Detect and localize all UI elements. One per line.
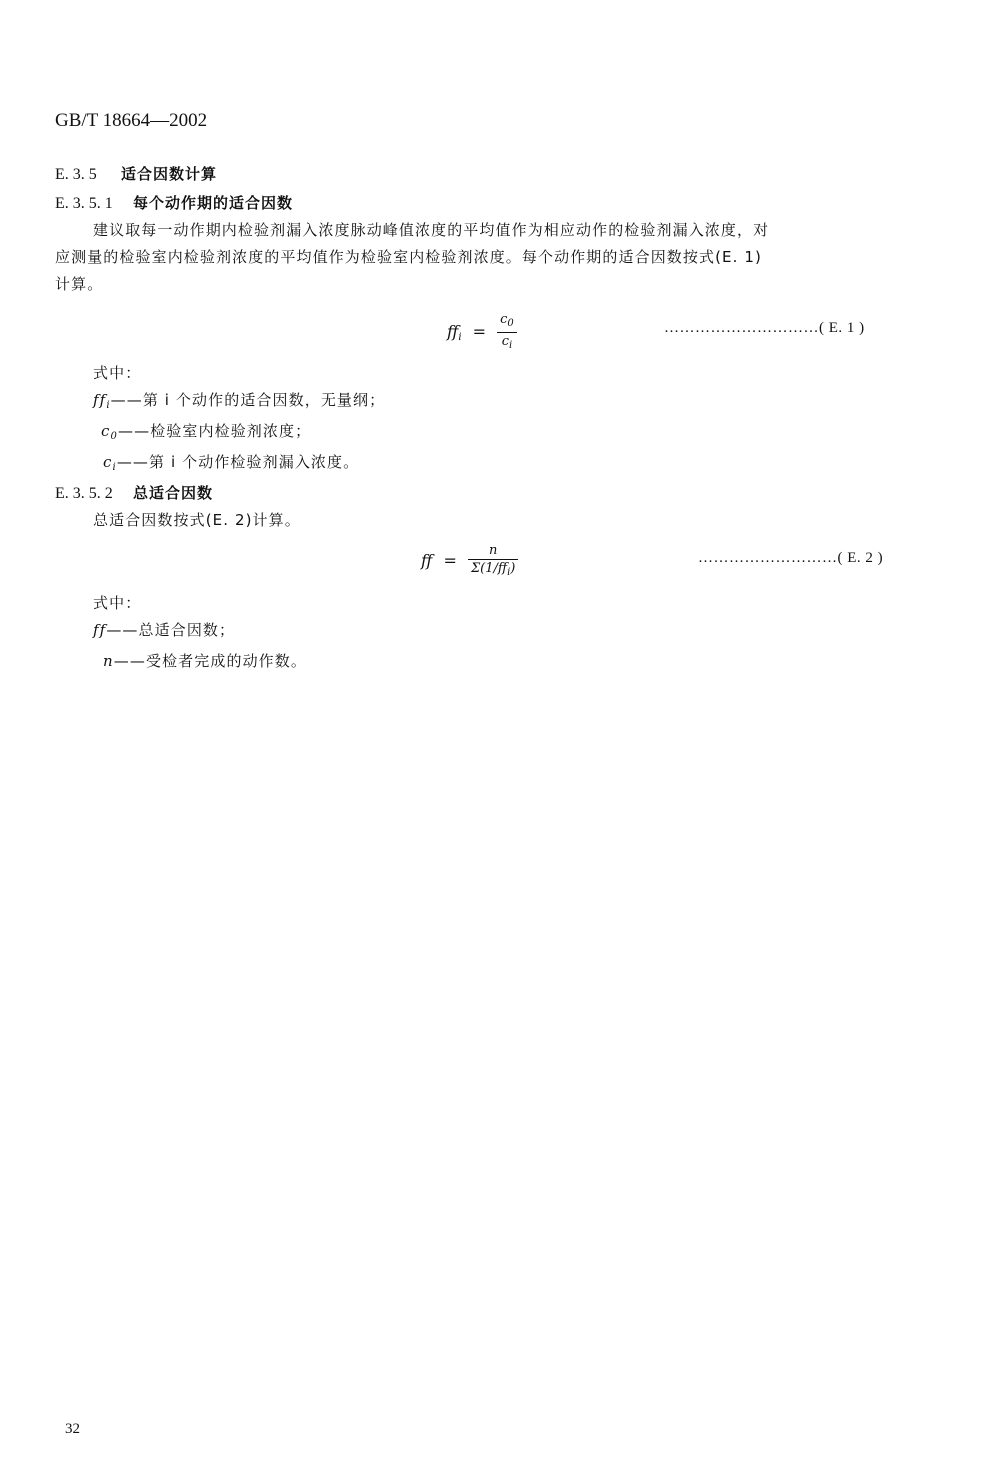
standard-number: GB/T 18664—2002 [55,110,208,131]
dot-leader: ………………………… [664,320,819,336]
equation-lhs-subscript: i [458,332,462,343]
equation-number-e2 [698,550,883,567]
equation-label: ( E. 2 ) [837,550,884,566]
equals-sign: = [443,551,457,570]
equation-label: ( E. 1 ) [819,320,865,336]
equation-e1 [447,312,517,353]
variable-symbol: ff [93,621,107,639]
variable-definition [93,387,385,419]
variable-symbol: n [103,652,114,670]
where-label: 式中： [93,594,142,612]
paragraph-line: 计算。 [55,275,104,293]
equals-sign: = [472,322,487,341]
section-heading-e35 [55,163,217,184]
definition-dash: —— [113,652,146,670]
section-title: 每个动作期的适合因数 [133,194,294,212]
variable-symbol: $ff_i$ [93,391,111,411]
paragraph-line: 总适合因数按式(E. 2)计算。 [93,511,301,529]
definition-dash: —— [106,621,139,639]
variable-symbol: $c_i$ [103,453,117,473]
equation-lhs: ff [447,322,459,341]
section-heading-e352 [55,482,213,503]
section-title: 总适合因数 [133,484,214,502]
fraction [468,543,518,580]
fraction-denominator: $\Sigma(1/ff_i)$ [470,561,516,578]
definition-text: 受检者完成的动作数。 [145,652,307,670]
definition-text: 第 i 个动作检验剂漏入浓度。 [149,453,360,471]
page-number: 32 [65,1421,80,1437]
definition-dash: —— [116,453,150,471]
definition-text: 总适合因数； [138,621,236,639]
fraction-denominator: $c_i$ [501,334,513,351]
dot-leader: ……………………… [698,550,838,566]
variable-definition [93,617,235,644]
definition-text: 检验室内检验剂浓度； [150,422,312,440]
definition-text: 第 i 个动作的适合因数，无量纲； [142,391,386,409]
equation-number-e1 [664,320,865,337]
definition-dash: —— [117,422,151,440]
paragraph-line: 建议取每一动作期内检验剂漏入浓度脉动峰值浓度的平均值作为相应动作的检验剂漏入浓度，对 [93,221,770,239]
section-number: E. 3. 5. 2 [55,485,113,502]
fraction-numerator: $c_0$ [497,312,517,333]
equation-e2 [421,543,518,580]
variable-symbol: $c_0$ [101,422,118,442]
section-number: E. 3. 5. 1 [55,195,113,212]
paragraph-line: 应测量的检验室内检验剂浓度的平均值作为检验室内检验剂浓度。每个动作期的适合因数按式(E. 1) [55,248,762,266]
fraction-numerator: n [468,543,518,560]
section-number: E. 3. 5 [55,166,97,183]
definition-dash: —— [110,391,143,409]
where-label: 式中： [93,364,142,382]
variable-definition [103,449,359,481]
variable-definition [103,648,307,675]
fraction [497,312,517,353]
variable-definition [101,418,311,450]
equation-lhs: ff [421,551,433,570]
section-heading-e351 [55,192,293,213]
section-title: 适合因数计算 [121,165,218,183]
